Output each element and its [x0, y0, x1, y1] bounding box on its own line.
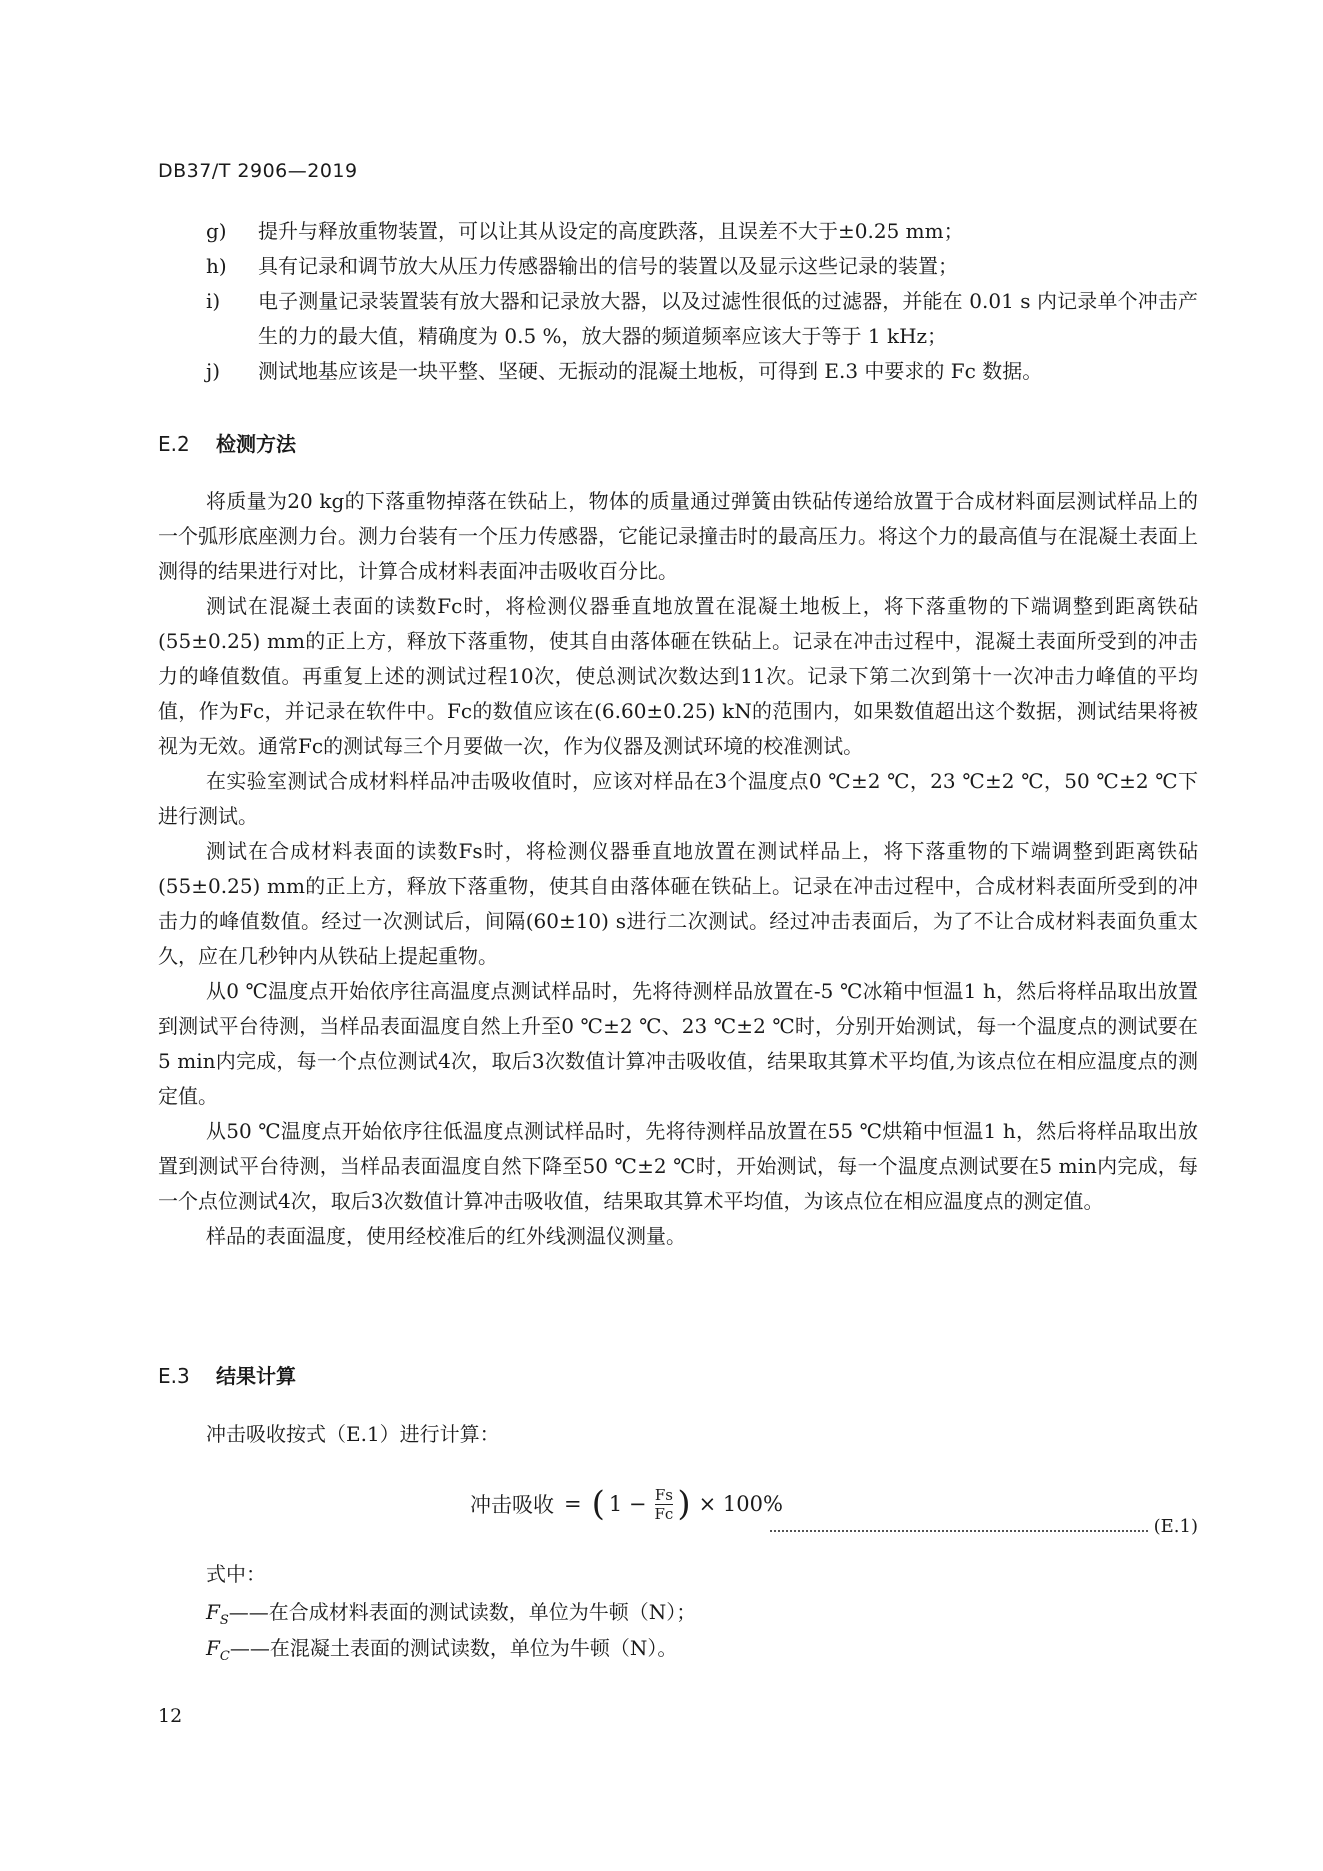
formula-times: × 100%: [698, 1492, 783, 1516]
where-label: 式中：: [206, 1562, 266, 1586]
formula-equals: =: [564, 1492, 582, 1516]
variable-definition: [206, 1596, 696, 1628]
section-number: E.3: [158, 1364, 190, 1388]
section-title: 检测方法: [216, 432, 296, 456]
list-item-text: 电子测量记录装置装有放大器和记录放大器，以及过滤性很低的过滤器，并能在 0.01 s 内记录单个冲击产生的力的最大值，精确度为 0.5 %，放大器的频道频率应该大于等于 1 kHz；: [258, 289, 1198, 348]
list-item: [158, 249, 1198, 284]
paragraph: 测试在混凝土表面的读数Fc时，将检测仪器垂直地放置在混凝土地板上，将下落重物的下端调整到距离铁砧(55±0.25) mm的正上方，释放下落重物，使其自由落体砸在铁砧上。记录在冲击过程中，混凝土表面所受到的冲击力的峰值数值。再重复上述的测试过程10次，使总测试次数达到11次。记录下第二次到第十一次冲击力峰值的平均值，作为Fc，并记录在软件中。Fc的数值应该在(6.60±0.25) kN的范围内，如果数值超出这个数据，测试结果将被视为无效。通常Fc的测试每三个月要做一次，作为仪器及测试环境的校准测试。: [158, 594, 1198, 758]
paragraph: 从0 ℃温度点开始依序往高温度点测试样品时，先将待测样品放置在-5 ℃冰箱中恒温1 h，然后将样品取出放置到测试平台待测，当样品表面温度自然上升至0 ℃±2 ℃、23 ℃±2 ℃时，分别开始测试，每一个温度点的测试要在5 min内完成，每一个点位测试4次，取后3次数值计算冲击吸收值，结果取其算术平均值,为该点位在相应温度点的测定值。: [158, 979, 1198, 1108]
page-number: 12: [158, 1705, 183, 1727]
formula-number-line: [770, 1516, 1198, 1537]
paragraph: 样品的表面温度，使用经校准后的红外线测温仪测量。: [206, 1224, 686, 1248]
dotted-leader: [770, 1530, 1148, 1532]
list-item: [158, 354, 1198, 389]
section-heading-e3: [158, 1360, 296, 1389]
fraction-denominator: Fc: [654, 1504, 674, 1523]
section-e2-body: [158, 484, 1198, 1254]
formula-lhs: 冲击吸收: [470, 1493, 554, 1517]
variable-symbol: $F_S$: [206, 1600, 229, 1628]
list-item-text: 具有记录和调节放大从压力传感器输出的信号的装置以及显示这些记录的装置；: [258, 254, 958, 278]
fraction-numerator: Fs: [654, 1485, 673, 1504]
left-paren: (: [591, 1484, 605, 1524]
list-item-label: j): [206, 359, 221, 383]
variable-description: ——在合成材料表面的测试读数，单位为牛顿（N）；: [228, 1600, 697, 1624]
section-number: E.2: [158, 432, 190, 456]
requirements-list: [158, 214, 1198, 389]
list-item-label: g): [206, 219, 227, 243]
paragraph: 从50 ℃温度点开始依序往低温度点测试样品时，先将待测样品放置在55 ℃烘箱中恒温1 h，然后将样品取出放置到测试平台待测，当样品表面温度自然下降至50 ℃±2 ℃时，开始测试，每一个温度点测试要在5 min内完成，每一个点位测试4次，取后3次数值计算冲击吸收值，结果取其算术平均值，为该点位在相应温度点的测定值。: [158, 1119, 1198, 1213]
section-title: 结果计算: [216, 1364, 296, 1388]
list-item-text: 测试地基应该是一块平整、坚硬、无振动的混凝土地板，可得到 E.3 中要求的 Fc 数据。: [258, 359, 1043, 383]
variable-description: ——在混凝土表面的测试读数，单位为牛顿（N）。: [229, 1636, 678, 1660]
variable-definition: [206, 1632, 677, 1664]
list-item-label: i): [206, 289, 221, 313]
document-code: DB37/T 2906—2019: [158, 160, 358, 182]
paragraph: 将质量为20 kg的下落重物掉落在铁砧上，物体的质量通过弹簧由铁砧传递给放置于合成材料面层测试样品上的一个弧形底座测力台。测力台装有一个压力传感器，它能记录撞击时的最高压力。将这个力的最高值与在混凝土表面上测得的结果进行对比，计算合成材料表面冲击吸收百分比。: [158, 489, 1198, 583]
paragraph: 测试在合成材料表面的读数Fs时，将检测仪器垂直地放置在测试样品上，将下落重物的下端调整到距离铁砧(55±0.25) mm的正上方，释放下落重物，使其自由落体砸在铁砧上。记录在冲击过程中，合成材料表面所受到的冲击力的峰值数值。经过一次测试后，间隔(60±10) s进行二次测试。经过冲击表面后，为了不让合成材料表面负重太久，应在几秒钟内从铁砧上提起重物。: [158, 839, 1198, 968]
formula-intro: 冲击吸收按式（E.1）进行计算：: [206, 1422, 500, 1446]
formula-fraction: [655, 1486, 674, 1523]
formula-one-minus: 1 −: [608, 1492, 647, 1516]
list-item: [158, 284, 1198, 354]
list-item-label: h): [206, 254, 227, 278]
list-item-text: 提升与释放重物装置，可以让其从设定的高度跌落，且误差不大于±0.25 mm；: [258, 219, 964, 243]
list-item: [158, 214, 1198, 249]
section-heading-e2: [158, 428, 296, 457]
right-paren: ): [677, 1484, 691, 1524]
variable-symbol: $F_C$: [206, 1636, 230, 1664]
impact-absorption-formula: [470, 1474, 783, 1534]
paragraph: 在实验室测试合成材料样品冲击吸收值时，应该对样品在3个温度点0 ℃±2 ℃，23 ℃±2 ℃，50 ℃±2 ℃下进行测试。: [158, 769, 1198, 828]
formula-number: (E.1): [1153, 1516, 1198, 1537]
